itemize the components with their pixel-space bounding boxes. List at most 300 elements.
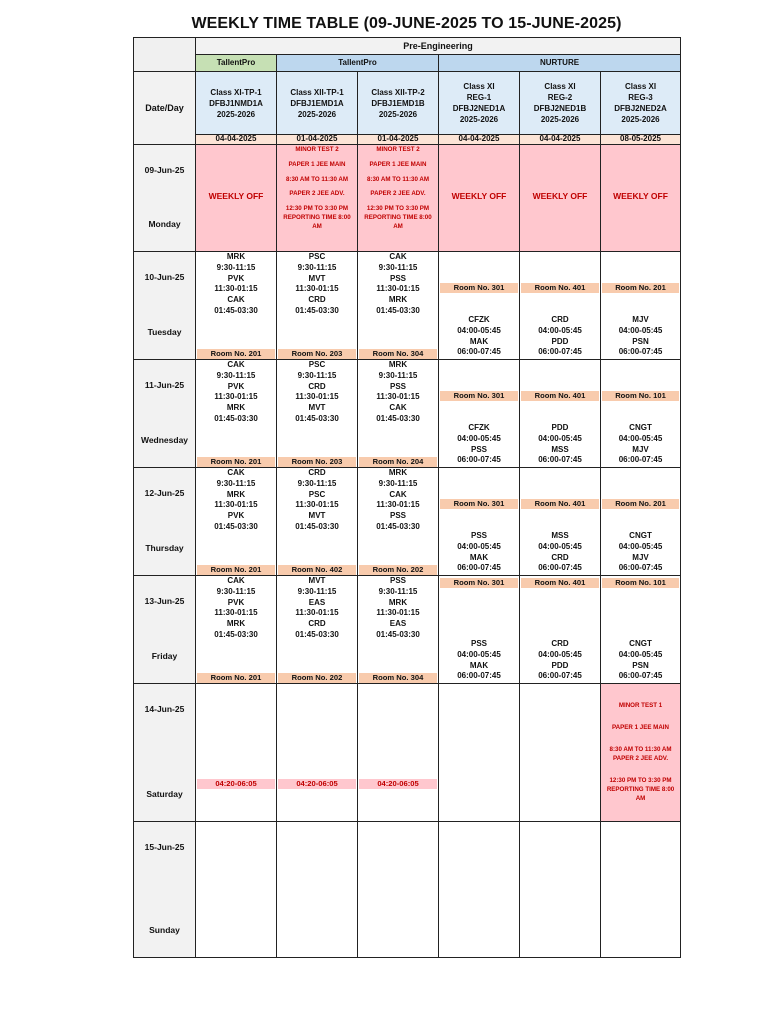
day-cell bbox=[134, 576, 196, 684]
slot-text: 01:45-03:30 bbox=[214, 629, 258, 639]
day-date: 14-Jun-25 bbox=[144, 704, 185, 714]
slot-text: MJV bbox=[632, 444, 649, 454]
slot-text: PVK bbox=[227, 511, 245, 521]
slot-text: MRK bbox=[388, 295, 408, 305]
slot-text: PSS bbox=[389, 576, 406, 585]
slot-text: 04:00-05:45 bbox=[538, 541, 582, 551]
room-label: Room No. 203 bbox=[278, 349, 356, 359]
exam-line: PAPER 2 JEE ADV. bbox=[289, 190, 345, 198]
room-label: Room No. 101 bbox=[602, 578, 679, 588]
slot-text: CAK bbox=[227, 360, 245, 369]
room-label: Room No. 203 bbox=[278, 457, 356, 467]
start-date-6: 08-05-2025 bbox=[601, 135, 681, 145]
slot-text: PSC bbox=[308, 489, 326, 499]
day-name: Wednesday bbox=[140, 435, 189, 445]
slot-text: PSS bbox=[389, 381, 406, 391]
slot-text: MRK bbox=[226, 619, 246, 629]
slot-list bbox=[358, 360, 438, 425]
slot-text: 9:30-11:15 bbox=[378, 478, 418, 488]
room-label: Room No. 201 bbox=[197, 349, 275, 359]
slot-text: 11:30-01:15 bbox=[295, 284, 339, 294]
class-header-4 bbox=[439, 72, 520, 135]
slot-text: 04:00-05:45 bbox=[538, 325, 582, 335]
slot-text: 9:30-11:15 bbox=[216, 262, 256, 272]
class-header-line: Class XI bbox=[624, 82, 657, 91]
day-name: Saturday bbox=[146, 789, 183, 799]
empty-cell bbox=[601, 822, 681, 958]
slot-text: 01:45-03:30 bbox=[295, 305, 339, 315]
slot-text: MVT bbox=[308, 576, 326, 585]
slot-text: 06:00-07:45 bbox=[538, 347, 582, 357]
slot-text: 06:00-07:45 bbox=[457, 671, 501, 681]
start-date-3: 01-04-2025 bbox=[358, 135, 439, 145]
slot-text: 11:30-01:15 bbox=[295, 392, 339, 402]
weekly-off-cell bbox=[520, 145, 601, 252]
exam-notice bbox=[358, 145, 438, 232]
exam-notice bbox=[277, 145, 357, 232]
class-slot-cell bbox=[601, 468, 681, 576]
sub-header-tp1: TallentPro bbox=[196, 55, 277, 72]
day-cell bbox=[134, 360, 196, 468]
slot-text: MJV bbox=[632, 552, 649, 562]
class-slot-cell bbox=[358, 252, 439, 360]
slot-text: MVT bbox=[308, 273, 326, 283]
class-header-line: Class XI bbox=[544, 82, 576, 91]
exam-line: MINOR TEST 1 bbox=[618, 702, 663, 709]
slot-text: 01:45-03:30 bbox=[214, 521, 258, 531]
class-slot-cell bbox=[196, 576, 277, 684]
day-cell bbox=[134, 468, 196, 576]
slot-text: CRD bbox=[551, 552, 569, 562]
slot-text: MVT bbox=[308, 511, 326, 521]
slot-text: 04:00-05:45 bbox=[457, 325, 501, 335]
class-slot-cell bbox=[520, 468, 601, 576]
slot-text: CAK bbox=[227, 295, 245, 305]
slot-text: 06:00-07:45 bbox=[457, 347, 501, 357]
slot-text: 06:00-07:45 bbox=[538, 455, 582, 465]
slot-text: PSS bbox=[389, 273, 406, 283]
slot-text: 11:30-01:15 bbox=[214, 500, 258, 510]
class-header-line: Class XI bbox=[463, 82, 495, 91]
spacer bbox=[601, 732, 680, 745]
slot-list bbox=[358, 576, 438, 641]
exam-line: REPORTING TIME 8:00 bbox=[606, 786, 675, 793]
empty-cell bbox=[520, 684, 601, 822]
slot-text: PSN bbox=[632, 660, 649, 670]
slot-list bbox=[520, 531, 600, 574]
empty-cell bbox=[439, 684, 520, 822]
class-slot-cell bbox=[277, 360, 358, 468]
start-date-1: 04-04-2025 bbox=[196, 135, 277, 145]
class-header-line: 2025-2026 bbox=[297, 109, 337, 119]
exam-line: 12:30 PM TO 3:30 PM bbox=[366, 205, 430, 213]
slot-text: CAK bbox=[389, 252, 407, 261]
slot-list bbox=[358, 468, 438, 533]
exam-line: PAPER 1 JEE MAIN bbox=[612, 724, 669, 731]
day-name: Friday bbox=[151, 651, 178, 661]
slot-text: CRD bbox=[308, 295, 326, 305]
class-header-line: 2025-2026 bbox=[378, 109, 418, 119]
sub-header-tp2: TallentPro bbox=[277, 55, 439, 72]
minor-test-2-cell bbox=[358, 145, 439, 252]
empty-cell bbox=[358, 822, 439, 958]
slot-text: PSS bbox=[389, 511, 406, 521]
room-label: Room No. 202 bbox=[278, 673, 356, 683]
day-name: Sunday bbox=[149, 925, 180, 935]
slot-list bbox=[358, 252, 438, 317]
slot-text: CRD bbox=[308, 468, 326, 477]
slot-text: 11:30-01:15 bbox=[214, 608, 258, 618]
slot-list bbox=[439, 531, 519, 574]
slot-text: 01:45-03:30 bbox=[376, 521, 420, 531]
slot-text: MVT bbox=[308, 403, 326, 413]
exam-line: 12:30 PM TO 3:30 PM bbox=[609, 777, 672, 784]
slot-text: 04:00-05:45 bbox=[618, 325, 663, 335]
slot-text: PDD bbox=[551, 660, 569, 670]
slot-list bbox=[601, 531, 680, 574]
class-slot-cell bbox=[277, 576, 358, 684]
slot-text: PVK bbox=[227, 597, 245, 607]
slot-text: 06:00-07:45 bbox=[618, 455, 663, 465]
timetable bbox=[133, 37, 681, 958]
slot-text: 9:30-11:15 bbox=[378, 262, 418, 272]
class-slot-cell bbox=[520, 576, 601, 684]
slot-text: 04:00-05:45 bbox=[538, 433, 582, 443]
slot-text: 9:30-11:15 bbox=[378, 586, 418, 596]
empty-cell bbox=[196, 822, 277, 958]
slot-text: 11:30-01:15 bbox=[376, 500, 420, 510]
minor-test-1-cell bbox=[601, 684, 681, 822]
slot-time: 04:20-06:05 bbox=[359, 779, 437, 789]
weekly-off-cell bbox=[439, 145, 520, 252]
room-label: Room No. 301 bbox=[440, 499, 518, 509]
slot-text: 06:00-07:45 bbox=[538, 563, 582, 573]
slot-text: CRD bbox=[308, 619, 326, 629]
slot-text: 04:00-05:45 bbox=[538, 649, 582, 659]
slot-list bbox=[196, 360, 276, 425]
class-header-line: Class XII-TP-2 bbox=[371, 87, 425, 97]
class-slot-cell bbox=[601, 252, 681, 360]
slot-text: 9:30-11:15 bbox=[378, 370, 418, 380]
slot-text: CFZK bbox=[468, 423, 490, 432]
slot-text: EAS bbox=[389, 619, 407, 629]
room-label: Room No. 401 bbox=[521, 391, 599, 401]
slot-text: 9:30-11:15 bbox=[297, 478, 337, 488]
slot-text: CRD bbox=[551, 315, 569, 324]
weekly-off-label: WEEKLY OFF bbox=[613, 191, 668, 201]
exam-line: 8:30 AM TO 11:30 AM bbox=[609, 746, 672, 753]
slot-text: PVK bbox=[227, 381, 245, 391]
slot-text: MRK bbox=[226, 403, 246, 413]
class-header-line: 2025-2026 bbox=[621, 115, 660, 124]
class-slot-cell bbox=[358, 684, 439, 822]
slot-list bbox=[277, 468, 357, 533]
room-label: Room No. 201 bbox=[602, 499, 679, 509]
weekly-off-cell bbox=[601, 145, 681, 252]
exam-line: REPORTING TIME 8:00 bbox=[283, 213, 351, 221]
day-name: Tuesday bbox=[147, 327, 182, 337]
class-slot-cell bbox=[196, 468, 277, 576]
slot-list bbox=[601, 423, 680, 466]
exam-line: 8:30 AM TO 11:30 AM bbox=[366, 175, 429, 183]
day-date: 13-Jun-25 bbox=[144, 596, 185, 606]
slot-text: 06:00-07:45 bbox=[457, 563, 501, 573]
slot-text: CNGT bbox=[629, 423, 652, 432]
slot-text: CRD bbox=[551, 639, 569, 648]
exam-line: PAPER 1 JEE MAIN bbox=[369, 160, 427, 168]
slot-text: CAK bbox=[227, 576, 245, 585]
slot-text: 01:45-03:30 bbox=[376, 305, 420, 315]
class-header-line: REG-3 bbox=[628, 93, 653, 102]
class-slot-cell bbox=[277, 468, 358, 576]
slot-list bbox=[277, 252, 357, 317]
room-label: Room No. 201 bbox=[197, 457, 275, 467]
class-slot-cell bbox=[520, 360, 601, 468]
slot-text: 11:30-01:15 bbox=[295, 608, 339, 618]
slot-text: 04:00-05:45 bbox=[618, 433, 663, 443]
slot-text: 06:00-07:45 bbox=[538, 671, 582, 681]
start-date-4: 04-04-2025 bbox=[439, 135, 520, 145]
slot-text: 9:30-11:15 bbox=[297, 586, 337, 596]
day-cell bbox=[134, 145, 196, 252]
class-header-line: DFBJ1NMD1A bbox=[209, 98, 263, 108]
exam-line: AM bbox=[312, 222, 322, 230]
empty-cell bbox=[277, 822, 358, 958]
start-date-5: 04-04-2025 bbox=[520, 135, 601, 145]
slot-text: PDD bbox=[551, 423, 569, 432]
class-header-line: Class XI-TP-1 bbox=[210, 87, 262, 97]
class-header-3 bbox=[358, 72, 439, 135]
slot-text: 01:45-03:30 bbox=[214, 413, 258, 423]
slot-list bbox=[196, 576, 276, 641]
slot-list bbox=[439, 423, 519, 466]
exam-notice bbox=[601, 700, 680, 803]
day-cell bbox=[134, 252, 196, 360]
exam-line: MINOR TEST 2 bbox=[376, 146, 420, 153]
spacer bbox=[601, 710, 680, 723]
room-label: Room No. 204 bbox=[359, 457, 437, 467]
empty-cell bbox=[439, 822, 520, 958]
class-slot-cell bbox=[439, 468, 520, 576]
slot-text: MJV bbox=[632, 315, 649, 324]
class-header-6 bbox=[601, 72, 681, 135]
class-slot-cell bbox=[358, 468, 439, 576]
class-header-5 bbox=[520, 72, 601, 135]
exam-line: MINOR TEST 2 bbox=[295, 146, 339, 153]
slot-text: 9:30-11:15 bbox=[297, 262, 337, 272]
slot-text: 06:00-07:45 bbox=[618, 347, 663, 357]
spacer bbox=[601, 763, 680, 776]
room-label: Room No. 402 bbox=[278, 565, 356, 575]
slot-text: 11:30-01:15 bbox=[376, 608, 420, 618]
slot-text: 06:00-07:45 bbox=[618, 563, 663, 573]
room-label: Room No. 201 bbox=[602, 283, 679, 293]
room-label: Room No. 301 bbox=[440, 391, 518, 401]
weekly-off-label: WEEKLY OFF bbox=[208, 191, 264, 201]
slot-text: MRK bbox=[388, 360, 408, 369]
slot-text: 01:45-03:30 bbox=[376, 629, 420, 639]
slot-text: MRK bbox=[388, 468, 408, 477]
exam-line: 12:30 PM TO 3:30 PM bbox=[285, 205, 349, 213]
day-name: Thursday bbox=[145, 543, 184, 553]
slot-text: 11:30-01:15 bbox=[376, 284, 420, 294]
slot-time: 04:20-06:05 bbox=[278, 779, 356, 789]
weekly-off-label: WEEKLY OFF bbox=[451, 191, 507, 201]
class-slot-cell bbox=[358, 360, 439, 468]
slot-text: PDD bbox=[551, 336, 569, 346]
class-slot-cell bbox=[439, 252, 520, 360]
room-label: Room No. 304 bbox=[359, 349, 437, 359]
class-header-line: DFBJ2NED1A bbox=[452, 104, 506, 113]
slot-list bbox=[520, 423, 600, 466]
class-slot-cell bbox=[196, 360, 277, 468]
slot-text: 11:30-01:15 bbox=[295, 500, 339, 510]
room-label: Room No. 201 bbox=[197, 673, 275, 683]
room-label: Room No. 202 bbox=[359, 565, 437, 575]
slot-text: 04:00-05:45 bbox=[618, 541, 663, 551]
slot-list bbox=[277, 360, 357, 425]
slot-text: 01:45-03:30 bbox=[214, 305, 258, 315]
slot-text: MSS bbox=[551, 444, 569, 454]
slot-text: 11:30-01:15 bbox=[214, 392, 258, 402]
slot-text: MAK bbox=[469, 552, 489, 562]
weekly-off-label: WEEKLY OFF bbox=[532, 191, 588, 201]
day-date: 09-Jun-25 bbox=[144, 165, 185, 175]
slot-list bbox=[520, 315, 600, 358]
page-title: WEEKLY TIME TABLE (09-JUNE-2025 TO 15-JUNE-2025) bbox=[191, 15, 622, 32]
slot-text: 01:45-03:30 bbox=[295, 629, 339, 639]
exam-line: PAPER 2 JEE ADV. bbox=[370, 190, 426, 198]
group-header: Pre-Engineering bbox=[196, 38, 681, 55]
slot-list bbox=[196, 252, 276, 317]
class-slot-cell bbox=[439, 576, 520, 684]
class-slot-cell bbox=[358, 576, 439, 684]
day-cell bbox=[134, 822, 196, 958]
slot-list bbox=[277, 576, 357, 641]
start-date-2: 01-04-2025 bbox=[277, 135, 358, 145]
slot-text: CAK bbox=[227, 468, 245, 477]
room-label: Room No. 301 bbox=[440, 578, 518, 588]
class-slot-cell bbox=[277, 684, 358, 822]
class-header-line: 2025-2026 bbox=[216, 109, 256, 119]
exam-line: PAPER 2 JEE ADV. bbox=[612, 755, 669, 762]
day-date: 15-Jun-25 bbox=[144, 842, 185, 852]
class-header-line: DFBJ2NED2A bbox=[614, 104, 667, 113]
class-header-1 bbox=[196, 72, 277, 135]
slot-text: CAK bbox=[389, 403, 407, 413]
slot-text: 04:00-05:45 bbox=[618, 649, 663, 659]
empty-cell bbox=[520, 822, 601, 958]
class-header-2 bbox=[277, 72, 358, 135]
slot-text: 04:00-05:45 bbox=[457, 433, 501, 443]
slot-text: 01:45-03:30 bbox=[295, 413, 339, 423]
slot-text: PSS bbox=[470, 531, 487, 540]
slot-text: MAK bbox=[469, 660, 489, 670]
class-header-line: REG-1 bbox=[466, 93, 492, 102]
weekly-off-cell bbox=[196, 145, 277, 252]
slot-list bbox=[601, 639, 680, 682]
class-slot-cell bbox=[277, 252, 358, 360]
corner-cell bbox=[134, 38, 196, 72]
slot-text: MSS bbox=[551, 531, 569, 540]
exam-line: PAPER 1 JEE MAIN bbox=[288, 160, 346, 168]
slot-list bbox=[520, 639, 600, 682]
slot-text: PSN bbox=[632, 336, 649, 346]
class-header-line: DFBJ1EMD1A bbox=[290, 98, 344, 108]
slot-text: 04:00-05:45 bbox=[457, 649, 501, 659]
slot-list bbox=[601, 315, 680, 358]
slot-text: 9:30-11:15 bbox=[216, 586, 256, 596]
exam-line: AM bbox=[393, 222, 403, 230]
room-label: Room No. 101 bbox=[602, 391, 679, 401]
slot-text: MRK bbox=[388, 597, 408, 607]
exam-line: AM bbox=[635, 795, 646, 802]
class-header-line: DFBJ1EMD1B bbox=[371, 98, 425, 108]
slot-text: MRK bbox=[226, 252, 246, 261]
day-name: Monday bbox=[148, 219, 181, 229]
class-header-line: 2025-2026 bbox=[540, 115, 580, 124]
slot-text: 06:00-07:45 bbox=[457, 455, 501, 465]
slot-text: CRD bbox=[308, 381, 326, 391]
slot-list bbox=[439, 639, 519, 682]
slot-text: EAS bbox=[308, 597, 326, 607]
class-slot-cell bbox=[520, 252, 601, 360]
slot-text: 9:30-11:15 bbox=[297, 370, 337, 380]
slot-text: MRK bbox=[226, 489, 246, 499]
minor-test-2-cell bbox=[277, 145, 358, 252]
exam-line: 8:30 AM TO 11:30 AM bbox=[285, 175, 348, 183]
room-label: Room No. 401 bbox=[521, 283, 599, 293]
date-day-header: Date/Day bbox=[134, 72, 196, 145]
slot-text: PSC bbox=[308, 252, 326, 261]
slot-text: CNGT bbox=[629, 531, 652, 540]
slot-text: 9:30-11:15 bbox=[216, 370, 256, 380]
slot-text: 11:30-01:15 bbox=[376, 392, 420, 402]
slot-text: 9:30-11:15 bbox=[216, 478, 256, 488]
room-label: Room No. 304 bbox=[359, 673, 437, 683]
class-slot-cell bbox=[601, 360, 681, 468]
room-label: Room No. 401 bbox=[521, 499, 599, 509]
room-label: Room No. 401 bbox=[521, 578, 599, 588]
slot-text: MAK bbox=[469, 336, 489, 346]
room-label: Room No. 201 bbox=[197, 565, 275, 575]
slot-text: CNGT bbox=[629, 639, 652, 648]
slot-text: PSS bbox=[470, 444, 487, 454]
exam-line: REPORTING TIME 8:00 bbox=[364, 213, 432, 221]
room-label: Room No. 301 bbox=[440, 283, 518, 293]
slot-text: PVK bbox=[227, 273, 245, 283]
slot-list bbox=[439, 315, 519, 358]
day-cell bbox=[134, 684, 196, 822]
slot-time: 04:20-06:05 bbox=[197, 779, 275, 789]
slot-text: 01:45-03:30 bbox=[376, 413, 420, 423]
slot-list bbox=[196, 468, 276, 533]
day-date: 12-Jun-25 bbox=[144, 488, 185, 498]
slot-text: 11:30-01:15 bbox=[214, 284, 258, 294]
sub-header-nurture: NURTURE bbox=[439, 55, 681, 72]
class-slot-cell bbox=[196, 252, 277, 360]
slot-text: CAK bbox=[389, 489, 407, 499]
slot-text: 06:00-07:45 bbox=[618, 671, 663, 681]
slot-text: PSS bbox=[470, 639, 487, 648]
class-header-line: DFBJ2NED1B bbox=[533, 104, 587, 113]
class-slot-cell bbox=[196, 684, 277, 822]
class-slot-cell bbox=[439, 360, 520, 468]
class-header-line: REG-2 bbox=[547, 93, 573, 102]
day-date: 10-Jun-25 bbox=[144, 272, 185, 282]
slot-text: 04:00-05:45 bbox=[457, 541, 501, 551]
class-header-line: Class XII-TP-1 bbox=[290, 87, 344, 97]
